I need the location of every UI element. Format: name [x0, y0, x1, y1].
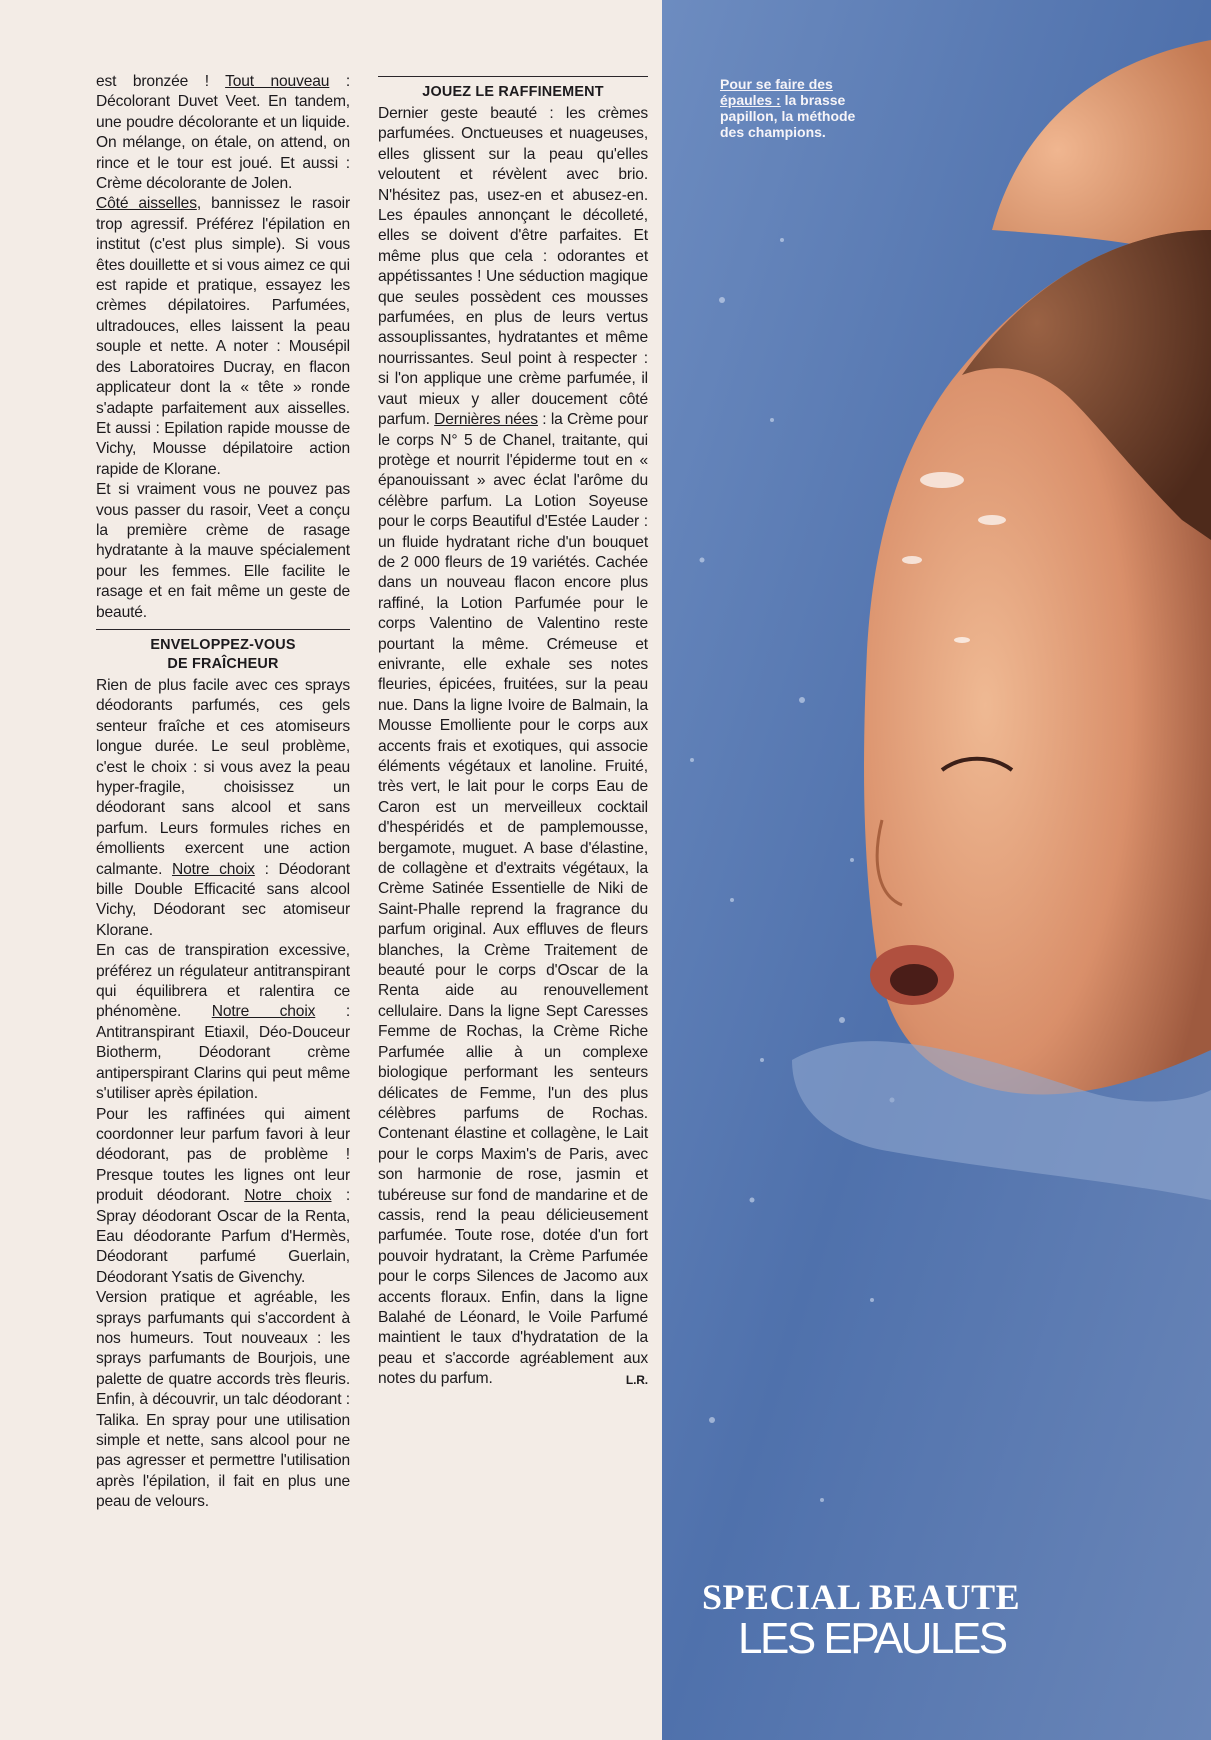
- photo-caption: Pour se faire des épaules : la brasse papillon, la méthode des champions.: [720, 76, 856, 140]
- underlined-label: Tout nouveau: [225, 73, 330, 90]
- paragraph: Dernier geste beauté : les crèmes parfumées. Onctueuses et nuageuses, elles glissent sur la peau qu'elles veloutent et révèlent avec brio. N'hésitez pas, usez-en et abusez-en. Les épaules annonçant le décolleté, elles se doivent d'être parfaites. Et même plus que cela : odorantes et appétissantes ! Une séduction magique que seules possèdent ces mousses parfumées, en plus de leurs vertus assouplissantes, hydratantes et même nourrissantes. Seul point à respecter : si l'on applique une crème parfumée, il vaut mieux y aller doucement côté parfum. Dernières nées : la Crème pour le corps N° 5 de Chanel, traitante, qui protège et nourrit l'épiderme tout en « épanouissant » avec éclat l'arôme du célèbre parfum. La Lotion Soyeuse pour le corps Beautiful d'Estée Lauder : un fluide hydratant riche d'un bouquet de 2 000 fleurs de 19 variétés. Cachée dans un nouveau flacon encore plus raffiné, la Lotion Parfumée pour le corps Valentino de Valentino reste pourtant la même. Crémeuse et enivrante, elle exhale ses notes fleuries, épicées, fruitées, sur la peau nue. Dans la ligne Ivoire de Balmain, la Mousse Emolliente pour le corps aux accents frais et exotiques, qui associe éléments végétaux et lanoline. Fruité, très vert, le lait pour le corps Eau de Caron est un merveilleux cocktail d'hespéridés et de pamplemousse, bergamote, muguet. A base d'élastine, de collagène et d'extraits végétaux, la Crème Satinée Essentielle de Niki de Saint-Phalle reprend la fragrance du parfum original. Aux effluves de fleurs blanches, la Crème Traitement de beauté pour le corps d'Oscar de la Renta aide au renouvellement cellulaire. Dans la ligne Sept Caresses Femme de Rochas, la Crème Riche Parfumée allie à un complexe biologique performant les senteurs délicates de Femme, l'un des plus célèbres parfums de Rochas. Contenant élastine et collagène, le Lait pour le corps Maxim's de Paris, avec son harmonie de rose, jasmin et tubéreuse sur fond de mandarine et de cassis, rend la peau délicieusement parfumée. Toute rose, dotée d'un fort pouvoir hydratant, la Crème Parfumée pour le corps Silences de Jacomo aux accents floraux. Enfin, dans la ligne Balahé de Léonard, le Voile Parfumé maintient le taux d'hydratation de la peau et s'accorde agréablement aux notes du parfum.: [378, 105, 648, 1388]
- underlined-label: Notre choix: [211, 1003, 316, 1021]
- divider: [96, 629, 350, 630]
- underlined-label: Côté aisselles: [96, 195, 197, 213]
- title-line-1: SPECIAL BEAUTE: [702, 1577, 1021, 1617]
- divider: [378, 76, 648, 77]
- underlined-label: Notre choix: [172, 860, 255, 878]
- paragraph: Rien de plus facile avec ces sprays déodorants parfumés, ces gels senteur fraîche et ces atomiseurs longue durée. Le seul problème, c'est le choix : si vous avez la peau hyper-fragile, choisissez un déodorant sans alcool et sans parfum. Leurs formules riches en émollients exercent une action calmante. Notre choix : Déodorant bille Double Efficacité sans alcool Vichy, Déodorant sec atomiseur Klorane.: [96, 676, 350, 939]
- section-title: [702, 1576, 1020, 1664]
- paragraph: Côté aisselles, bannissez le rasoir trop agressif. Préférez l'épilation en institut (c'est plus simple). Si vous êtes douillette et si vous aimez ce qui est rapide et pratique, essayez les crèmes dépilatoires. Parfumées, ultradouces, elles laissent la peau souple et nette. A noter : Mousépil des Laboratoires Ducray, en flacon applicateur dont la « tête » ronde s'adapte parfaitement aux aisselles. Et aussi : Epilation rapide mousse de Vichy, Mousse dépilatoire action rapide de Klorane.: [96, 195, 350, 478]
- paragraph: En cas de transpiration excessive, préférez un régulateur antitranspirant qui équilibrera et ralentira ce phénomène. Notre choix : Antitranspirant Etiaxil, Déo-Douceur Biotherm, Déodorant crème antiperspirant Clarins qui peut même s'utiliser après épilation.: [96, 942, 351, 1103]
- column-right: [378, 84, 648, 1390]
- paragraph: Version pratique et agréable, les sprays parfumants qui s'accordent à nos humeurs. Tout nouveaux : les sprays parfumants de Bourjois, une palette de quatre accords très fleuris. Enfin, à découvrir, un talc déodorant : Talika. En spray pour une utilisation simple et nette, sans alcool pour ne pas agresser et permettre l'utilisation après l'épilation, il fait en plus une peau de velours.: [96, 1289, 350, 1511]
- swimmer-photo: [662, 0, 1211, 1740]
- paragraph: Pour les raffinées qui aiment coordonner leur parfum favori à leur déodorant, pas de problème ! Presque toutes les lignes ont leur produit déodorant. Notre choix : Spray déodorant Oscar de la Renta, Eau déodorante Parfum d'Hermès, Déodorant parfumé Guerlain, Déodorant Ysatis de Givenchy.: [96, 1105, 350, 1286]
- paragraph: est bronzée ! Tout nouveau : Décolorant Duvet Veet. En tandem, une poudre décolorante et un liquide. On mélange, on étale, on attend, on rince et le tour est joué. Et aussi : Crème décolorante de Jolen.: [96, 73, 350, 193]
- underlined-label: Dernières nées: [434, 411, 538, 429]
- paragraph: Et si vraiment vous ne pouvez pas vous passer du rasoir, Veet a conçu la première crème de rasage hydratante à la mauve spécialement pour les femmes. Elle facilite le rasage et en fait même un geste de beauté.: [96, 481, 350, 621]
- title-line-2: LES EPAULES: [738, 1614, 1006, 1663]
- section-heading: JOUEZ LE RAFFINEMENT: [422, 84, 604, 100]
- column-left: [96, 72, 350, 1513]
- underlined-label: Notre choix: [244, 1187, 332, 1205]
- author-signature: L.R.: [625, 1372, 648, 1387]
- photo-illustration: [662, 0, 1211, 1740]
- section-heading: ENVELOPPEZ-VOUS DE FRAÎCHEUR: [150, 636, 296, 672]
